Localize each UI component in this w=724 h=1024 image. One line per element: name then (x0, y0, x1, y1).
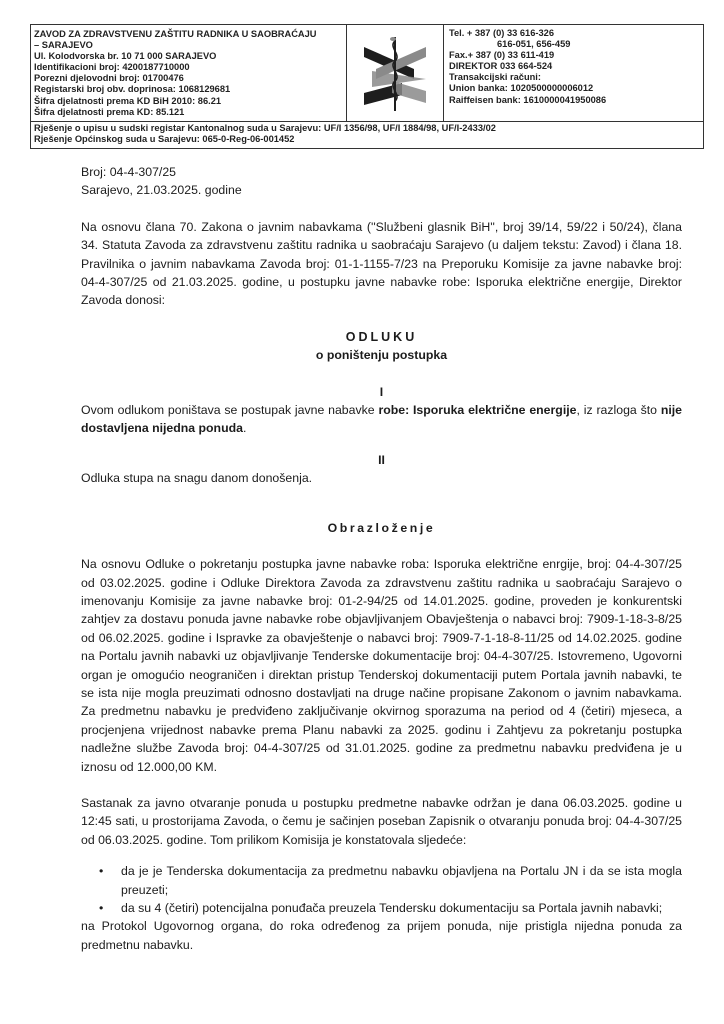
fax: Fax.+ 387 (0) 33 611-419 (449, 50, 555, 61)
procurement-subject: robe: Isporuka električne energije (378, 403, 577, 418)
bullet-icon: • (99, 901, 104, 915)
contact-info (444, 25, 704, 121)
raiffeisen-account: Raiffeisen bank: 1610000041950086 (449, 94, 607, 105)
phone-extra: 616-051, 656-459 (497, 39, 571, 50)
activity-code-bih: Šifra djelatnosti prema KD BiH 2010: 86.21 (34, 95, 222, 106)
phone: Tel. + 387 (0) 33 616-326 (449, 28, 555, 38)
activity-code: Šifra djelatnosti prema KD: 85.121 (34, 106, 185, 117)
caduceus-cross-logo-icon (362, 33, 428, 113)
article-1-numeral: I (379, 384, 384, 399)
decision-subtitle: o poništenju postupka (315, 348, 448, 363)
union-bank-account: Union banka: 1020500000006012 (449, 83, 594, 94)
place-date: Sarajevo, 21.03.2025. godine (81, 183, 242, 198)
reasoning-paragraph-1: Na osnovu Odluke o pokretanju postupka javne nabavke roba: Isporuka električne enrgije, broj: 04-4-307/25 od 03.02.2025. godine i Odluke Direktora Zavoda za zdravstvenu zaštitu radnika u saobraćaju Sarajevo o imenovanju Komisije za javne nabavke broj: 01-2-94/25 od 14.01.2025. godine, proveden je konkurentski zahtjev za dostavu ponuda javne nabavke robe objavljivanjem Obavještenja o nabavci broj: 7909-1-18-3-8/25 od 06.02.2025. godine i Ispravke za obavještenje o nabavci broj: 7909-7-1-18-8-11/25 od 14.02.2025. godine na Portalu javnih nabavki uz objavljivanje Tenderske dokumentacije broj: 04-4-307/25. Istovremeno, Ugovorni organ je omogućio neograničen i direktan pristup Tenderskoj dokumentaciji putem Portala javnih nabavki, te se ista nije mogla preuzimati odnosno dostavljati na druge načine propisane Zakonom o javnim nabavkama. Za predmetnu nabavku je predviđeno zaključivanje okvirnog sporazuma na period od 4 (četiri) mjeseca, a procjenjena vrijednost nabavke prema Planu nabavki za 2025. godinu i Zahtjevu za pokretanju postupka nadležne službe Zavoda broj: 04-4-307/25 od 31.01.2025. godine za predmetnu nabavku predviđena je u iznosu od 12.000,00 KM. (81, 557, 682, 774)
bank-accounts-label: Transakcijski računi: (449, 72, 541, 83)
institution-city: – SARAJEVO (34, 40, 93, 51)
contribution-number: Registarski broj obv. doprinosa: 1068129681 (34, 84, 231, 95)
list-item: • da je je Tenderska dokumentacija za predmetnu nabavku objavljena na Portalu JN i da se ista mogla preuzeti; (81, 862, 682, 899)
cancellation-reason: nije dostavljena nijedna ponuda (81, 403, 683, 436)
tax-number: Porezni djelovodni broj: 01700476 (34, 73, 184, 84)
logo (346, 25, 444, 121)
list-item: • da su 4 (četiri) potencijalna ponuđača preuzela Tendersku dokumentaciju sa Portala javnih nabavki; (81, 899, 682, 917)
reasoning-paragraph-2: Sastanak za javno otvaranje ponuda u postupku predmetne nabavke održan je dana 06.03.2025. godine u 12:45 sati, u prostorijama Zavoda, o čemu je sačinjen poseban Zapisnik o otvaranju ponuda broj: 04-4-307/25 od 06.03.2025. godine. Tom prilikom Komisija je konstatovala sljedeće: (81, 795, 682, 847)
reasoning-title: Obrazloženje (327, 520, 436, 535)
decision-title: ODLUKU (345, 329, 418, 344)
document-body (81, 163, 682, 954)
id-number: Identifikacioni broj: 4200187710000 (34, 62, 190, 73)
municipal-court-registration: Rješenje Općinskog suda u Sarajevu: 065-0-Reg-06-001452 (34, 134, 295, 145)
document-number: Broj: 04-4-307/25 (81, 165, 177, 179)
director-phone: DIREKTOR 033 664-524 (449, 61, 553, 72)
preamble: Na osnovu člana 70. Zakona o javnim nabavkama (''Službeni glasnik BiH'', broj 39/14, 59/22 i 50/24), člana 34. Statuta Zavoda za zdravstvenu zaštitu radnika u saobraćaju Sarajevo (u daljem tekstu: Zavod) i člana 18. Pravilnika o javnim nabavkama Zavoda broj: 01-1-1155-7/23 na Preporuku Komisije za javne nabavke broj: 04-4-307/25 od 21.03.2025. godine, u postupku javne nabavke robe: Isporuka električne energije, Direktor Zavoda donosi: (81, 219, 682, 308)
closing-statement: na Protokol Ugovornog organa, do roka određenog za prijem ponuda, nije pristigla nijedna ponuda za predmetnu nabavku. (81, 919, 682, 952)
article-1-text: Ovom odlukom poništava se postupak javne nabavke robe: Isporuka električne energije, iz razloga što nije dostavljena nijedna ponuda. (81, 403, 683, 436)
registration-info (30, 121, 704, 148)
article-2-text: Odluka stupa na snagu danom donošenja. (81, 471, 313, 486)
address: Ul. Kolodvorska br. 10 71 000 SARAJEVO (34, 51, 217, 62)
letterhead (30, 24, 704, 149)
bullet-icon: • (99, 864, 104, 879)
cantonal-court-registration: Rješenje o upisu u sudski registar Kantonalnog suda u Sarajevu: UF/I 1356/98, UF/I 1884/98, UF/I-2433/02 (34, 123, 496, 133)
article-2-numeral: II (378, 452, 385, 467)
institution-name: ZAVOD ZA ZDRAVSTVENU ZAŠTITU RADNIKA U SAOBRAĆAJU (34, 29, 317, 39)
institution-info (30, 25, 346, 121)
